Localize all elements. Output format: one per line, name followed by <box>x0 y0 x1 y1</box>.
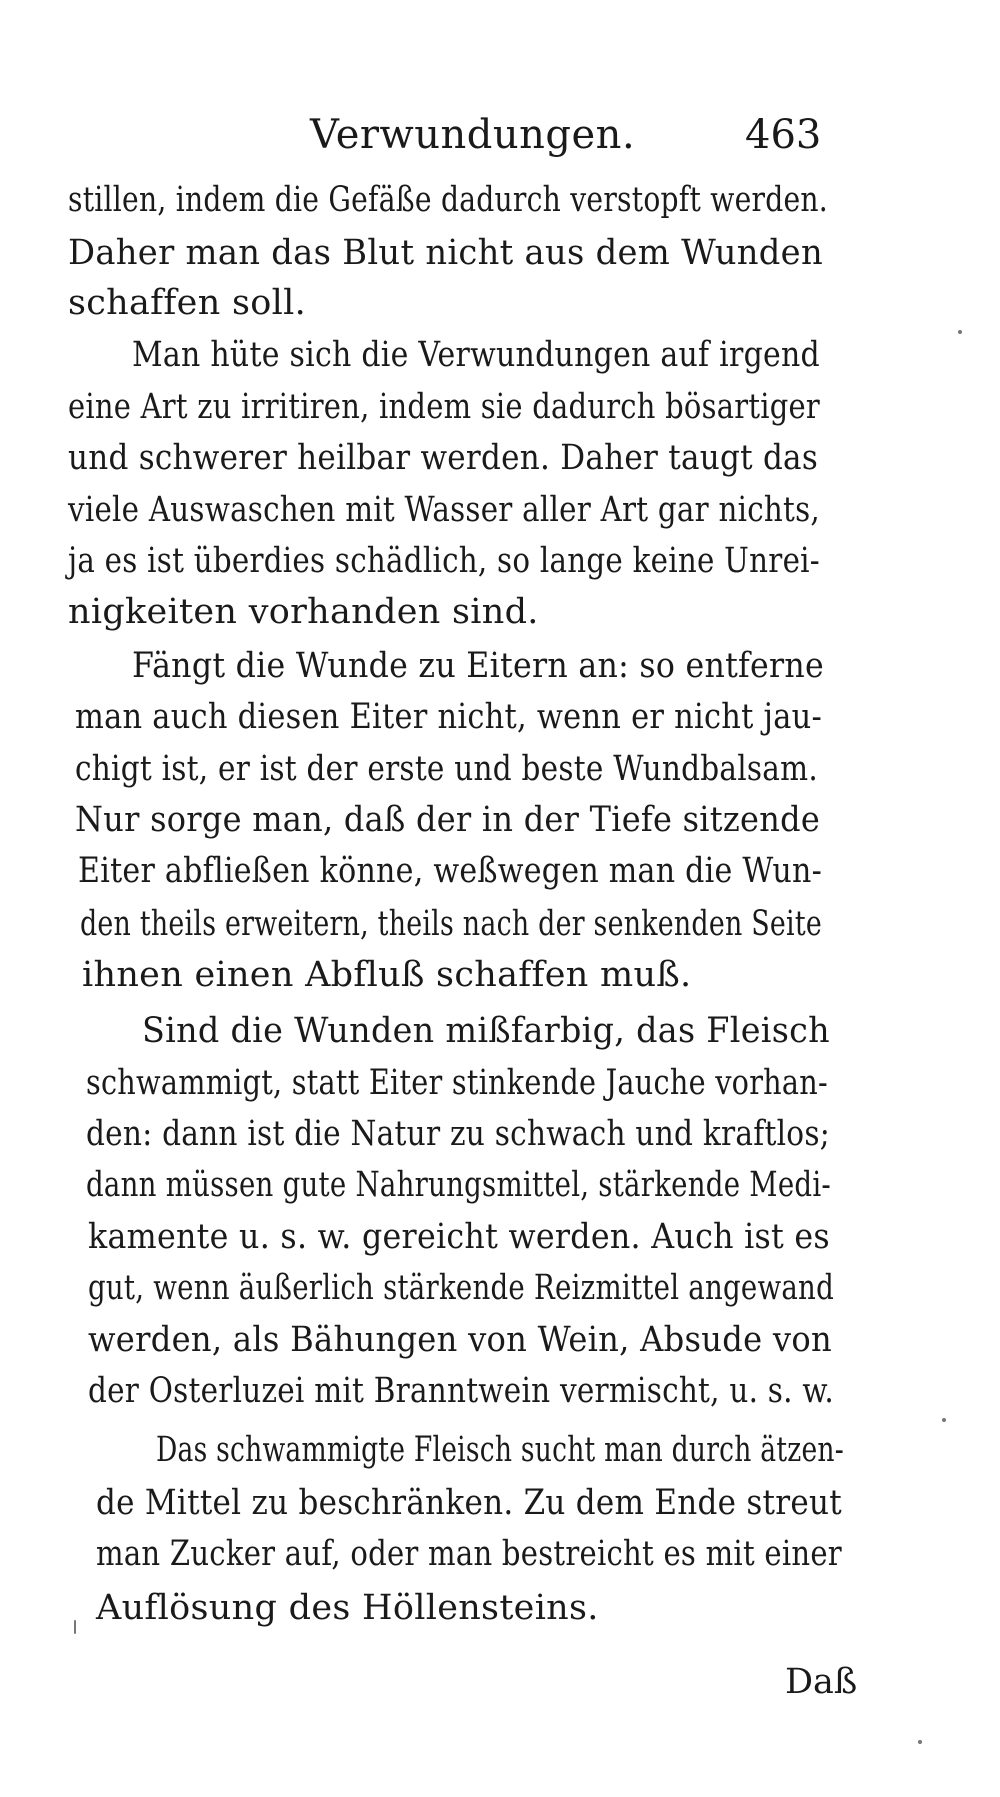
text-line: Fängt die Wunde zu Eitern an: so entferne <box>132 646 825 686</box>
text-line: viele Auswaschen mit Wasser aller Art gar nichts, <box>68 490 820 530</box>
text-line: Nur sorge man, daß der in der Tiefe sitzende <box>75 800 821 840</box>
text-line: man auch diesen Eiter nicht, wenn er nicht jau- <box>75 697 823 737</box>
text-line: chigt ist, er ist der erste und beste Wundbalsam. <box>75 749 818 789</box>
text-line: schwammigt, statt Eiter stinkende Jauche vorhan- <box>86 1063 828 1103</box>
text-line: stillen, indem die Gefäße dadurch verstopft werden. <box>68 180 829 220</box>
text-line: werden, als Bähungen von Wein, Absude von <box>88 1320 832 1360</box>
paper-speck <box>918 1740 922 1744</box>
running-title: Verwundungen. <box>310 112 636 158</box>
text-line: Daher man das Blut nicht aus dem Wunden <box>68 233 823 273</box>
text-line: den: dann ist die Natur zu schwach und kraftlos; <box>86 1114 830 1154</box>
text-line: gut, wenn äußerlich stärkende Reizmittel angewand <box>88 1268 834 1308</box>
text-line: der Osterluzei mit Branntwein vermischt, u. s. w. <box>88 1371 834 1411</box>
text-line: Das schwammigte Fleisch sucht man durch ätzen- <box>156 1430 844 1470</box>
text-line: de Mittel zu beschränken. Zu dem Ende streut <box>96 1483 842 1523</box>
text-line: ja es ist überdies schädlich, so lange keine Unrei- <box>68 541 820 581</box>
paper-speck <box>958 330 962 334</box>
text-line: und schwerer heilbar werden. Daher taugt das <box>68 438 819 478</box>
text-line: dann müssen gute Nahrungsmittel, stärkende Medi- <box>86 1165 831 1205</box>
page-number: 463 <box>745 112 822 158</box>
text-line: schaffen soll. <box>68 283 307 323</box>
text-line: Eiter abfließen könne, weßwegen man die Wun- <box>78 851 823 891</box>
text-line: Man hüte sich die Verwundungen auf irgend <box>132 335 820 375</box>
text-line: kamente u. s. w. gereicht werden. Auch ist es <box>88 1217 830 1257</box>
text-line: Auflösung des Höllensteins. <box>96 1588 599 1628</box>
text-line: nigkeiten vorhanden sind. <box>68 592 539 632</box>
text-line: ihnen einen Abfluß schaffen muß. <box>82 955 692 995</box>
running-head <box>60 112 830 162</box>
paper-speck <box>942 1418 946 1422</box>
catchword: Daß <box>785 1662 858 1702</box>
text-line: man Zucker auf, oder man bestreicht es mit einer <box>96 1534 842 1574</box>
text-line: eine Art zu irritiren, indem sie dadurch bösartiger <box>68 387 821 427</box>
text-line: Sind die Wunden mißfarbig, das Fleisch <box>142 1011 830 1051</box>
text-line: den theils erweitern, theils nach der senkenden Seite <box>80 904 823 944</box>
paper-speck <box>74 1620 76 1634</box>
